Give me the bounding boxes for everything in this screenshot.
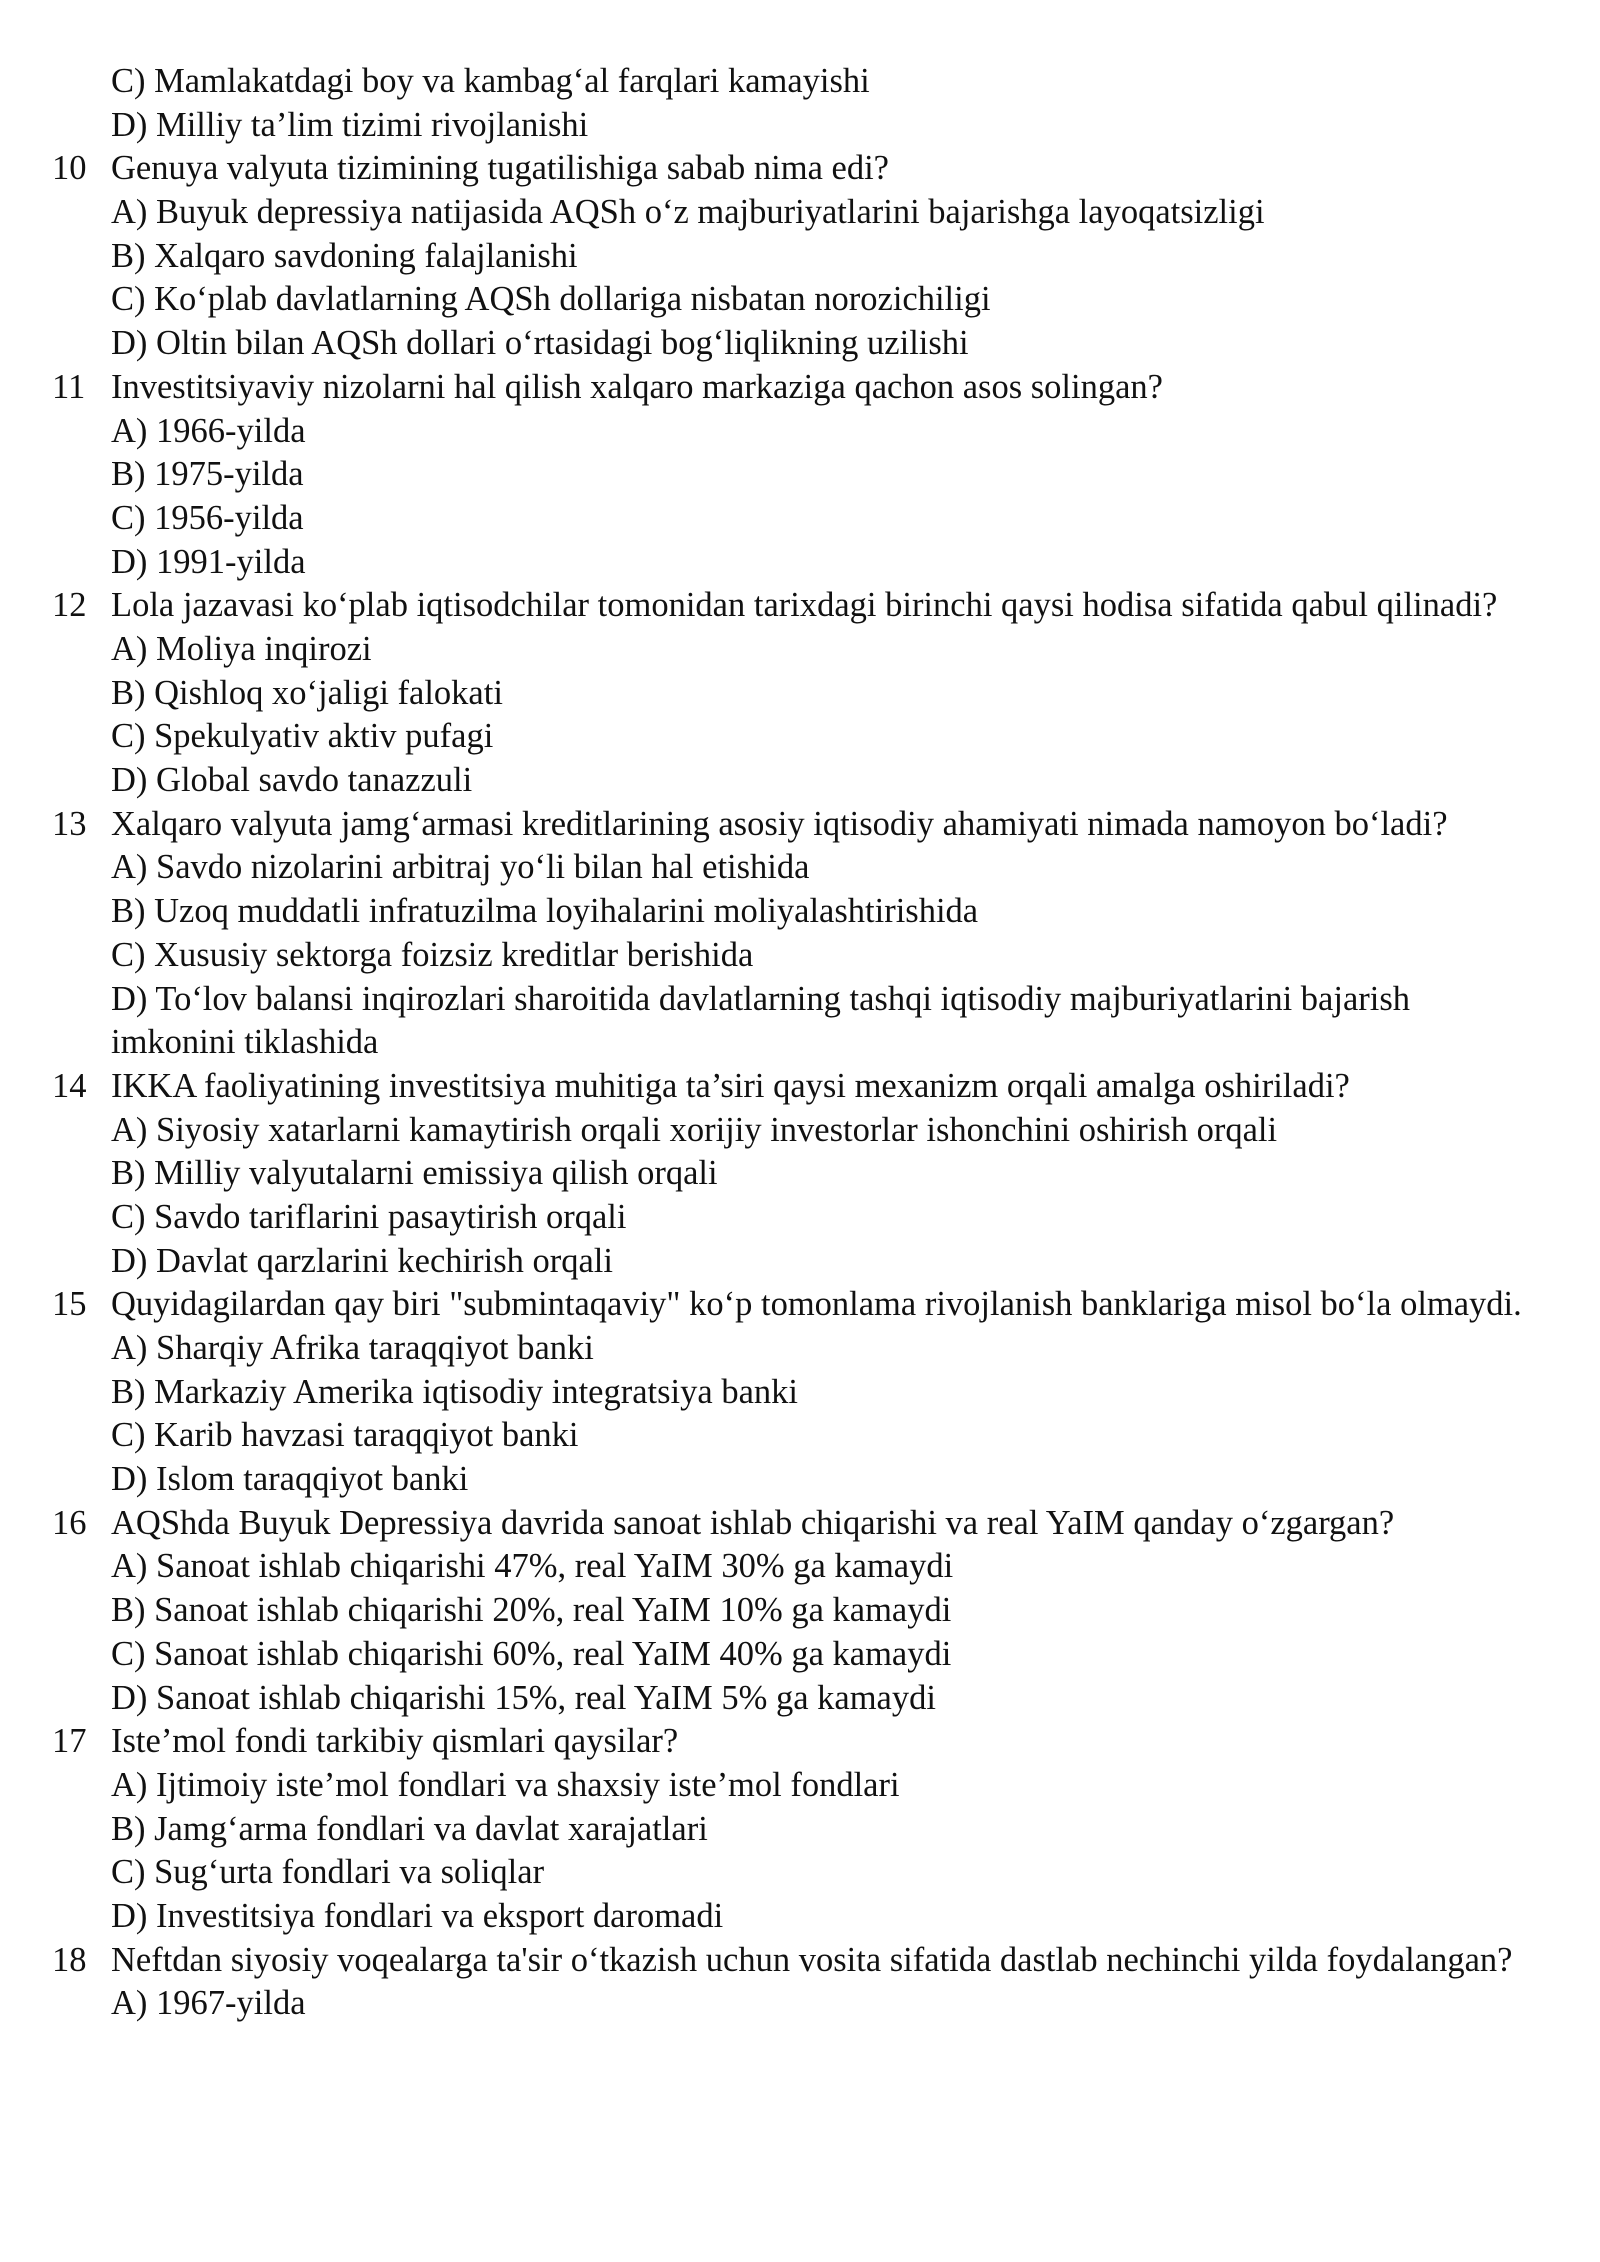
answer-option: B) Milliy valyutalarni emissiya qilish orqali <box>111 1154 718 1193</box>
question-stem: Xalqaro valyuta jamg‘armasi kreditlarining asosiy iqtisodiy ahamiyati nimada namoyon bo‘ladi? <box>111 804 1448 843</box>
answer-option: B) Markaziy Amerika iqtisodiy integratsiya banki <box>111 1372 798 1411</box>
answer-option: imkonini tiklashida <box>111 1023 379 1062</box>
answer-option: A) Sharqiy Afrika taraqqiyot banki <box>111 1329 594 1368</box>
question-block <box>52 1065 1532 1283</box>
answer-option: B) Qishloq xo‘jaligi falokati <box>111 673 503 712</box>
answer-option: A) Buyuk depressiya natijasida AQSh o‘z majburiyatlarini bajarishga layoqatsizligi <box>111 193 1265 232</box>
answer-option: C) Sug‘urta fondlari va soliqlar <box>111 1853 545 1892</box>
answer-option: C) Xususiy sektorga foizsiz kreditlar berishida <box>111 935 754 974</box>
question-stem: Quyidagilardan qay biri "submintaqaviy" ko‘p tomonlama rivojlanish banklariga misol bo‘la olmaydi. <box>111 1285 1522 1324</box>
question-block <box>52 584 1532 802</box>
question-text <box>52 1065 1530 1109</box>
document-page <box>52 60 1532 2026</box>
answer-option: A) Savdo nizolarini arbitraj yo‘li bilan hal etishida <box>111 848 810 887</box>
question-block <box>52 147 1532 365</box>
answer-option: B) Jamg‘arma fondlari va davlat xarajatlari <box>111 1809 708 1848</box>
question-stem: Iste’mol fondi tarkibiy qismlari qaysilar? <box>111 1722 679 1761</box>
question-text <box>52 1502 1530 1546</box>
answer-option: A) Moliya inqirozi <box>111 629 372 668</box>
option-line: C) Mamlakatdagi boy va kambag‘al farqlari kamayishi <box>111 62 870 100</box>
answer-option: B) Xalqaro savdoning falajlanishi <box>111 236 578 275</box>
question-block <box>52 1939 1532 2026</box>
question-number: 18 <box>52 1940 87 1979</box>
question-number: 12 <box>52 586 87 625</box>
answer-option: C) Sanoat ishlab chiqarishi 60%, real YaIM 40% ga kamaydi <box>111 1634 952 1673</box>
answer-option: C) Spekulyativ aktiv pufagi <box>111 717 494 756</box>
answer-option: D) 1991-yilda <box>111 542 306 581</box>
question-text <box>52 1939 1530 1983</box>
question-number: 13 <box>52 804 87 843</box>
question-number: 15 <box>52 1285 87 1324</box>
question-stem: Genuya valyuta tizimining tugatilishiga sabab nima edi? <box>111 149 889 188</box>
question-number: 17 <box>52 1722 87 1761</box>
answer-option: D) Davlat qarzlarini kechirish orqali <box>111 1241 613 1280</box>
option-line: D) Milliy ta’lim tizimi rivojlanishi <box>111 105 589 144</box>
question-list <box>52 147 1532 2026</box>
question-block <box>52 366 1532 584</box>
question-text <box>52 584 1530 628</box>
question-text <box>52 147 1530 191</box>
question-text <box>52 803 1530 847</box>
answer-option: B) Uzoq muddatli infratuzilma loyihalarini moliyalashtirishida <box>111 892 979 931</box>
question-stem: AQShda Buyuk Depressiya davrida sanoat ishlab chiqarishi va real YaIM qanday o‘zgargan? <box>111 1503 1395 1542</box>
question-stem: IKKA faoliyatining investitsiya muhitiga ta’siri qaysi mexanizm orqali amalga oshiriladi? <box>111 1066 1350 1105</box>
answer-option: D) Investitsiya fondlari va eksport daromadi <box>111 1897 724 1935</box>
answer-option: A) Sanoat ishlab chiqarishi 47%, real YaIM 30% ga kamaydi <box>111 1547 954 1586</box>
answer-option: D) Oltin bilan AQSh dollari o‘rtasidagi bog‘liqlikning uzilishi <box>111 324 969 363</box>
question-block <box>52 803 1532 1065</box>
question-number: 11 <box>52 367 86 406</box>
answer-option: C) Savdo tariflarini pasaytirish orqali <box>111 1197 627 1236</box>
answer-option: D) Global savdo tanazzuli <box>111 761 473 800</box>
answer-option: A) Siyosiy xatarlarni kamaytirish orqali xorijiy investorlar ishonchini oshirish orqali <box>111 1110 1278 1149</box>
answer-option: D) To‘lov balansi inqirozlari sharoitida davlatlarning tashqi iqtisodiy majburiyatlarini bajarish <box>111 979 1411 1018</box>
answer-option: D) Sanoat ishlab chiqarishi 15%, real YaIM 5% ga kamaydi <box>111 1678 936 1717</box>
question-stem: Lola jazavasi ko‘plab iqtisodchilar tomonidan tarixdagi birinchi qaysi hodisa sifatida qabul qilinadi? <box>111 586 1498 625</box>
answer-option: B) Sanoat ishlab chiqarishi 20%, real YaIM 10% ga kamaydi <box>111 1591 952 1630</box>
answer-option: D) Islom taraqqiyot banki <box>111 1460 469 1499</box>
answer-option: B) 1975-yilda <box>111 455 304 494</box>
answer-option: C) Karib havzasi taraqqiyot banki <box>111 1416 579 1455</box>
answer-option: A) 1966-yilda <box>111 411 306 450</box>
answer-option: A) Ijtimoiy iste’mol fondlari va shaxsiy iste’mol fondlari <box>111 1765 900 1804</box>
question-block <box>52 1283 1532 1501</box>
question-number: 10 <box>52 149 87 188</box>
answer-option: A) 1967-yilda <box>111 1984 306 2023</box>
question-number: 16 <box>52 1503 87 1542</box>
answer-option: C) Ko‘plab davlatlarning AQSh dollariga nisbatan norozichiligi <box>111 280 991 319</box>
question-text <box>52 366 1530 410</box>
question-stem: Investitsiyaviy nizolarni hal qilish xalqaro markaziga qachon asos solingan? <box>111 367 1163 406</box>
answer-option: C) 1956-yilda <box>111 498 304 537</box>
question-stem: Neftdan siyosiy voqealarga ta'sir o‘tkazish uchun vosita sifatida dastlab nechinchi yilda foydalangan? <box>111 1940 1513 1979</box>
question-block <box>52 1502 1532 1720</box>
question-text <box>52 1720 1530 1764</box>
question-text <box>52 1283 1530 1327</box>
question-number: 14 <box>52 1066 87 1105</box>
question-block <box>52 1720 1532 1938</box>
